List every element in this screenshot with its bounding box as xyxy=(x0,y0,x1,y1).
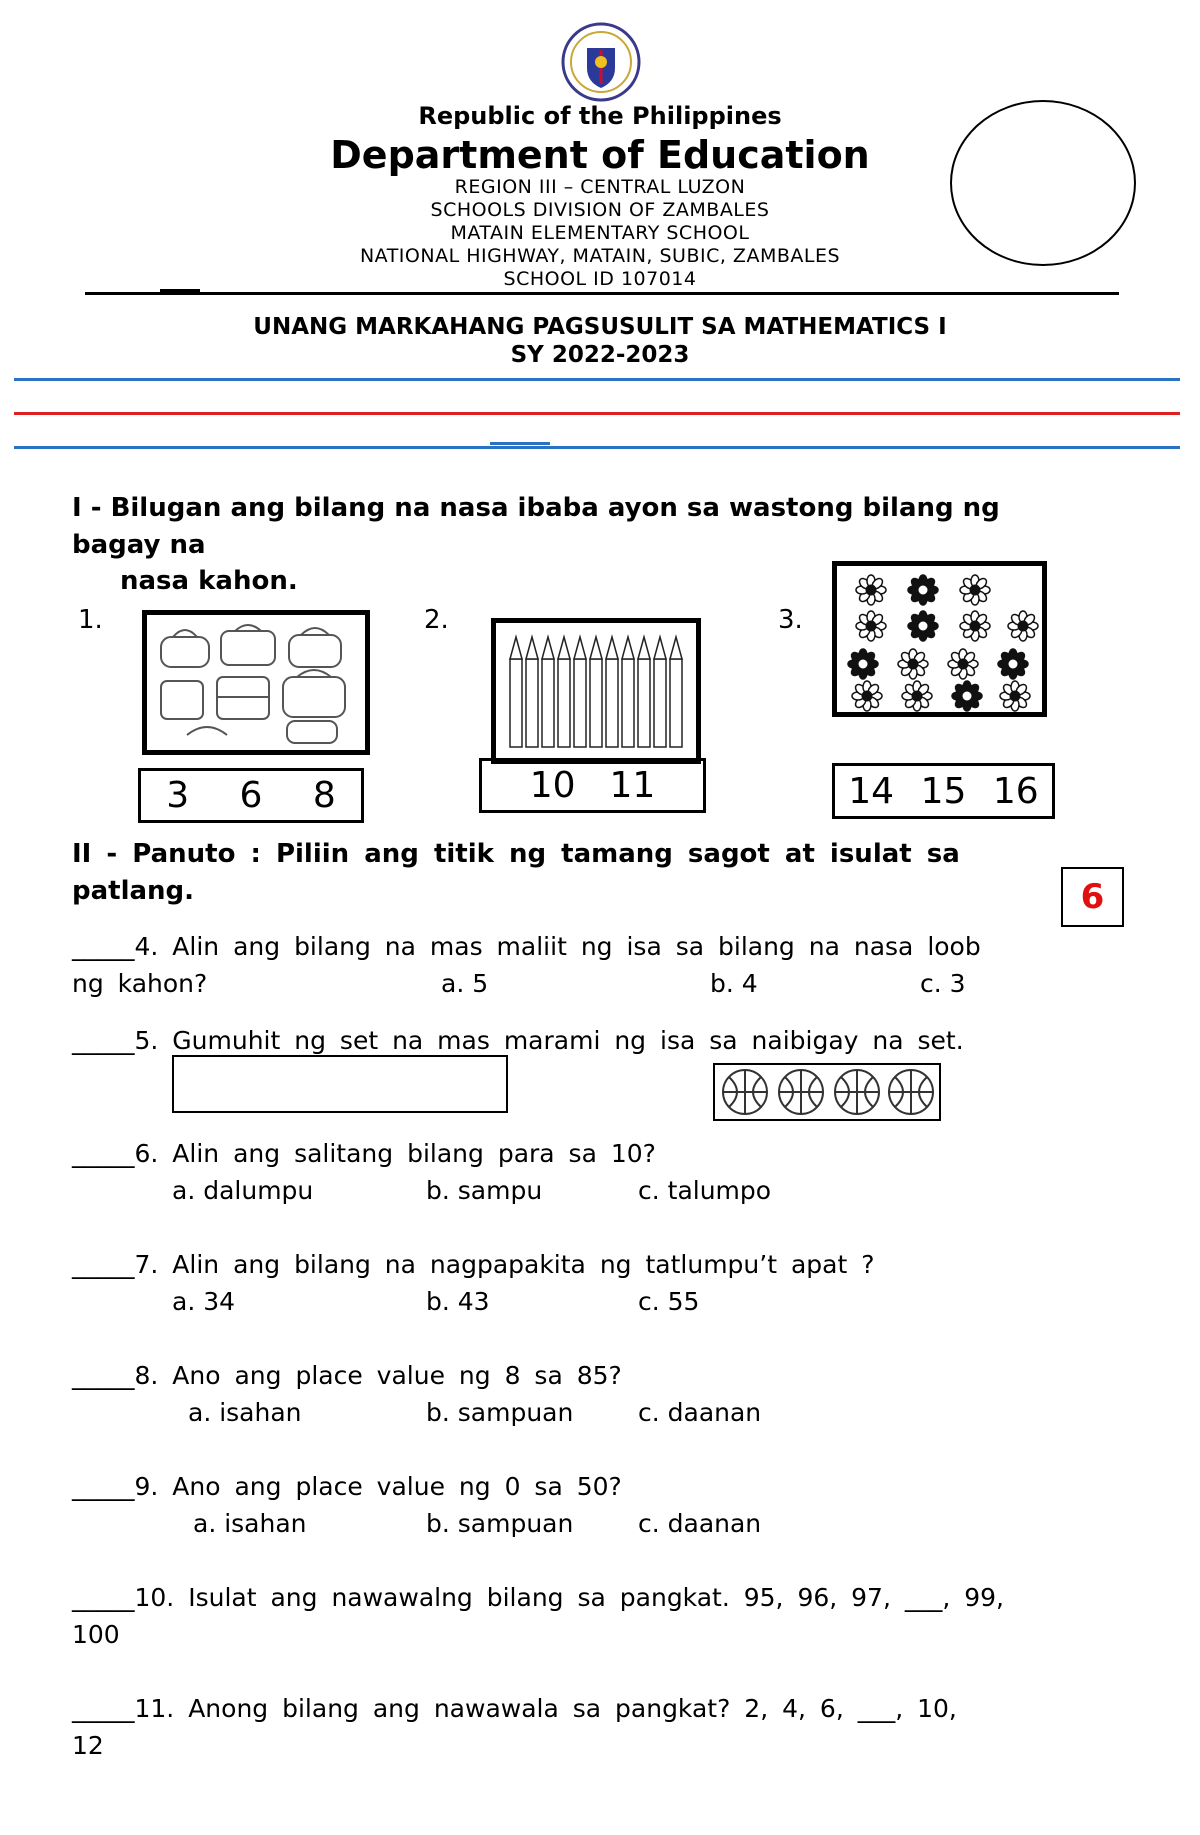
item-3-picture-box xyxy=(832,561,1047,717)
flower xyxy=(908,575,938,605)
flower xyxy=(948,649,978,679)
pencil-tip xyxy=(622,637,634,659)
flower xyxy=(856,611,886,641)
question-7-option-c[interactable]: c. 55 xyxy=(638,1287,700,1316)
question-8-option-c[interactable]: c. daanan xyxy=(638,1398,762,1427)
question-9-option-a[interactable]: a. isahan xyxy=(193,1509,307,1538)
question-6: _____6. Alin ang salitang bilang para sa 10? xyxy=(72,1139,656,1168)
question-8-option-a[interactable]: a. isahan xyxy=(188,1398,302,1427)
flower xyxy=(960,611,990,641)
pencil-body xyxy=(606,659,618,747)
section1-title-line1: I - Bilugan ang bilang na nasa ibaba ayon sa wastong bilang ng xyxy=(72,493,1000,523)
question-11: _____11. Anong bilang ang nawawala sa pangkat? 2, 4, 6, ___, 10, xyxy=(72,1694,957,1723)
flower xyxy=(908,611,938,641)
question-6-option-a[interactable]: a. dalumpu xyxy=(172,1176,314,1205)
flower xyxy=(856,575,886,605)
pencil-tip xyxy=(638,637,650,659)
question-10-line2: 100 xyxy=(72,1620,120,1649)
blue-rule-bottom xyxy=(14,446,1180,449)
item-1-number: 1. xyxy=(78,605,103,635)
section1-title-line3: nasa kahon. xyxy=(120,566,298,596)
deped-seal-icon xyxy=(561,22,641,102)
item-1-picture-box xyxy=(142,610,370,755)
department-heading: Department of Education xyxy=(330,133,870,177)
item-3-choice[interactable]: 15 xyxy=(920,770,967,812)
pencil-tip xyxy=(606,637,618,659)
item-1-choices xyxy=(138,768,364,823)
division-line: SCHOOLS DIVISION OF ZAMBALES xyxy=(430,199,770,221)
pencil-body xyxy=(558,659,570,747)
pencil-body xyxy=(526,659,538,747)
question-4-option-b[interactable]: b. 4 xyxy=(710,969,758,998)
flower xyxy=(952,681,982,711)
blue-rule-accent xyxy=(490,442,550,445)
question-4: _____4. Alin ang bilang na mas maliit ng isa sa bilang na nasa loob xyxy=(72,932,981,961)
question-9: _____9. Ano ang place value ng 0 sa 50? xyxy=(72,1472,622,1501)
school-name-line: MATAIN ELEMENTARY SCHOOL xyxy=(450,222,750,244)
photo-circle xyxy=(950,100,1136,266)
pencil-tip xyxy=(670,637,682,659)
school-id-line: SCHOOL ID 107014 xyxy=(503,268,697,290)
question-9-option-b[interactable]: b. sampuan xyxy=(426,1509,574,1538)
republic-heading: Republic of the Philippines xyxy=(418,102,782,130)
pencil-tip xyxy=(574,637,586,659)
flower xyxy=(898,649,928,679)
blue-rule-top xyxy=(14,378,1180,381)
question-6-option-c[interactable]: c. talumpo xyxy=(638,1176,772,1205)
item-1-choice[interactable]: 8 xyxy=(312,775,336,816)
item-2-choice[interactable]: 11 xyxy=(609,765,656,806)
question-7-option-a[interactable]: a. 34 xyxy=(172,1287,236,1316)
school-year: SY 2022-2023 xyxy=(510,342,690,368)
question-5: _____5. Gumuhit ng set na mas marami ng isa sa naibigay na set. xyxy=(72,1026,964,1055)
pencil-tip xyxy=(510,637,522,659)
flower xyxy=(960,575,990,605)
section2-title-line1: II - Panuto : Piliin ang titik ng tamang sagot at isulat sa xyxy=(72,839,960,869)
item-2-picture-box xyxy=(491,618,701,764)
pencil-body xyxy=(670,659,682,747)
item-3-number: 3. xyxy=(778,605,803,635)
pencils-icon xyxy=(496,623,696,759)
flower xyxy=(852,681,882,711)
question-7-option-b[interactable]: b. 43 xyxy=(426,1287,490,1316)
flower xyxy=(998,649,1028,679)
pencil-tip xyxy=(542,637,554,659)
section1-title-line2: bagay na xyxy=(72,530,206,560)
item-1-choice[interactable]: 6 xyxy=(239,775,263,816)
flower xyxy=(1000,681,1030,711)
question-8: _____8. Ano ang place value ng 8 sa 85? xyxy=(72,1361,622,1390)
question-9-option-c[interactable]: c. daanan xyxy=(638,1509,762,1538)
item-1-choice[interactable]: 3 xyxy=(166,775,190,816)
question-4-option-c[interactable]: c. 3 xyxy=(920,969,966,998)
item-3-choice[interactable]: 16 xyxy=(992,770,1039,812)
header-divider xyxy=(85,292,1119,295)
drawing-answer-box[interactable] xyxy=(172,1055,508,1113)
flower xyxy=(1008,611,1038,641)
basketballs-icon xyxy=(715,1065,939,1119)
flower xyxy=(848,649,878,679)
region-line: REGION III – CENTRAL LUZON xyxy=(454,176,746,198)
flowers-icon xyxy=(837,566,1042,712)
pencil-body xyxy=(510,659,522,747)
flower xyxy=(902,681,932,711)
exam-title: UNANG MARKAHANG PAGSUSULIT SA MATHEMATICS I xyxy=(253,314,947,340)
item-2-number: 2. xyxy=(424,605,449,635)
section2-title-line2: patlang. xyxy=(72,876,195,906)
pencil-tip xyxy=(590,637,602,659)
pencil-body xyxy=(638,659,650,747)
basketballs-set xyxy=(713,1063,941,1121)
score-badge: 6 xyxy=(1061,867,1124,927)
pencil-body xyxy=(542,659,554,747)
question-11-line2: 12 xyxy=(72,1731,104,1760)
question-10: _____10. Isulat ang nawawalng bilang sa pangkat. 95, 96, 97, ___, 99, xyxy=(72,1583,1005,1612)
pencil-body xyxy=(574,659,586,747)
pencil-body xyxy=(654,659,666,747)
question-8-option-b[interactable]: b. sampuan xyxy=(426,1398,574,1427)
pencil-body xyxy=(622,659,634,747)
item-2-choice[interactable]: 10 xyxy=(529,765,576,806)
pencil-tip xyxy=(526,637,538,659)
question-6-option-b[interactable]: b. sampu xyxy=(426,1176,543,1205)
pencil-body xyxy=(590,659,602,747)
question-4-option-a[interactable]: a. 5 xyxy=(441,969,489,998)
pencil-tip xyxy=(558,637,570,659)
pencil-tip xyxy=(654,637,666,659)
question-4-line2: ng kahon? xyxy=(72,969,208,998)
bags-icon xyxy=(147,615,365,750)
address-line: NATIONAL HIGHWAY, MATAIN, SUBIC, ZAMBALES xyxy=(359,245,841,267)
item-3-choice[interactable]: 14 xyxy=(848,770,895,812)
item-2-choices xyxy=(479,758,706,813)
item-3-choices xyxy=(832,763,1055,819)
red-rule xyxy=(14,412,1180,415)
question-7: _____7. Alin ang bilang na nagpapakita ng tatlumpu’t apat ? xyxy=(72,1250,875,1279)
